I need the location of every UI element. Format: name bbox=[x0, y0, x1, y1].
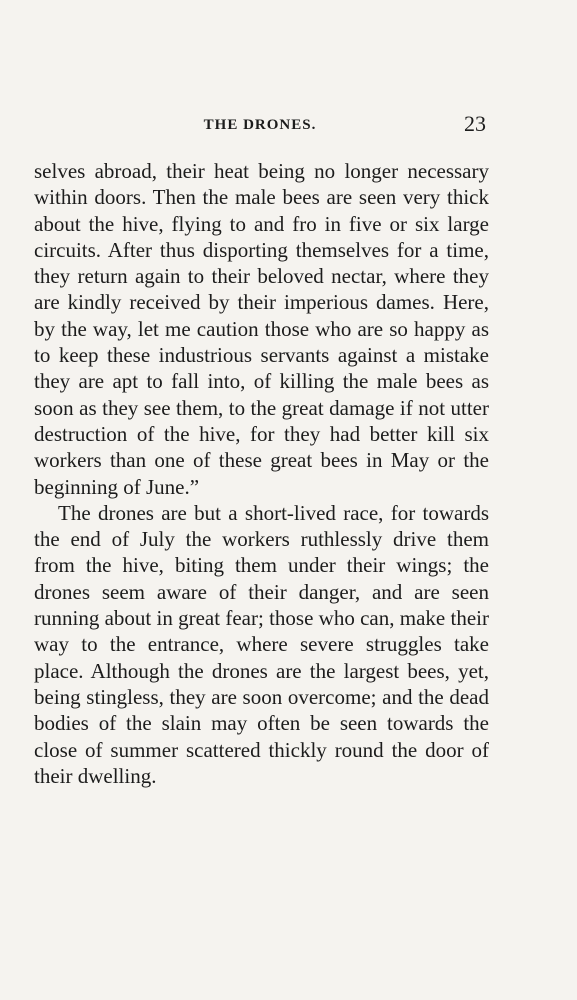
body-text bbox=[34, 158, 489, 789]
paragraph-drones: The drones are but a short-lived race, for towards the end of July the workers ruthlessly drive them from the hive, biting them under their wings; the drones seem aware of their danger, and are seen running about in great fear; those who can, make their way to the entrance, where severe struggles take place. Although the drones are the largest bees, yet, being stingless, they are soon overcome; and the dead bodies of the slain may often be seen towards the close of summer scattered thickly round the door of their dwelling. bbox=[34, 500, 489, 788]
running-head bbox=[34, 111, 486, 139]
paragraph-continued: selves abroad, their heat being no longer necessary within doors. Then the male bees are seen very thick about the hive, flying to and fro in five or six large circuits. After thus disporting themselves for a time, they return again to their beloved nectar, where they are kindly received by their imperious dames. Here, by the way, let me caution those who are so happy as to keep these industrious servants against a mistake they are apt to fall into, of killing the male bees as soon as they see them, to the great damage if not utter destruction of the hive, for they had better kill six workers than one of these great bees in May or the beginning of June.” bbox=[34, 159, 489, 499]
page-number: 23 bbox=[464, 111, 486, 136]
running-title: THE DRONES. bbox=[203, 117, 317, 133]
